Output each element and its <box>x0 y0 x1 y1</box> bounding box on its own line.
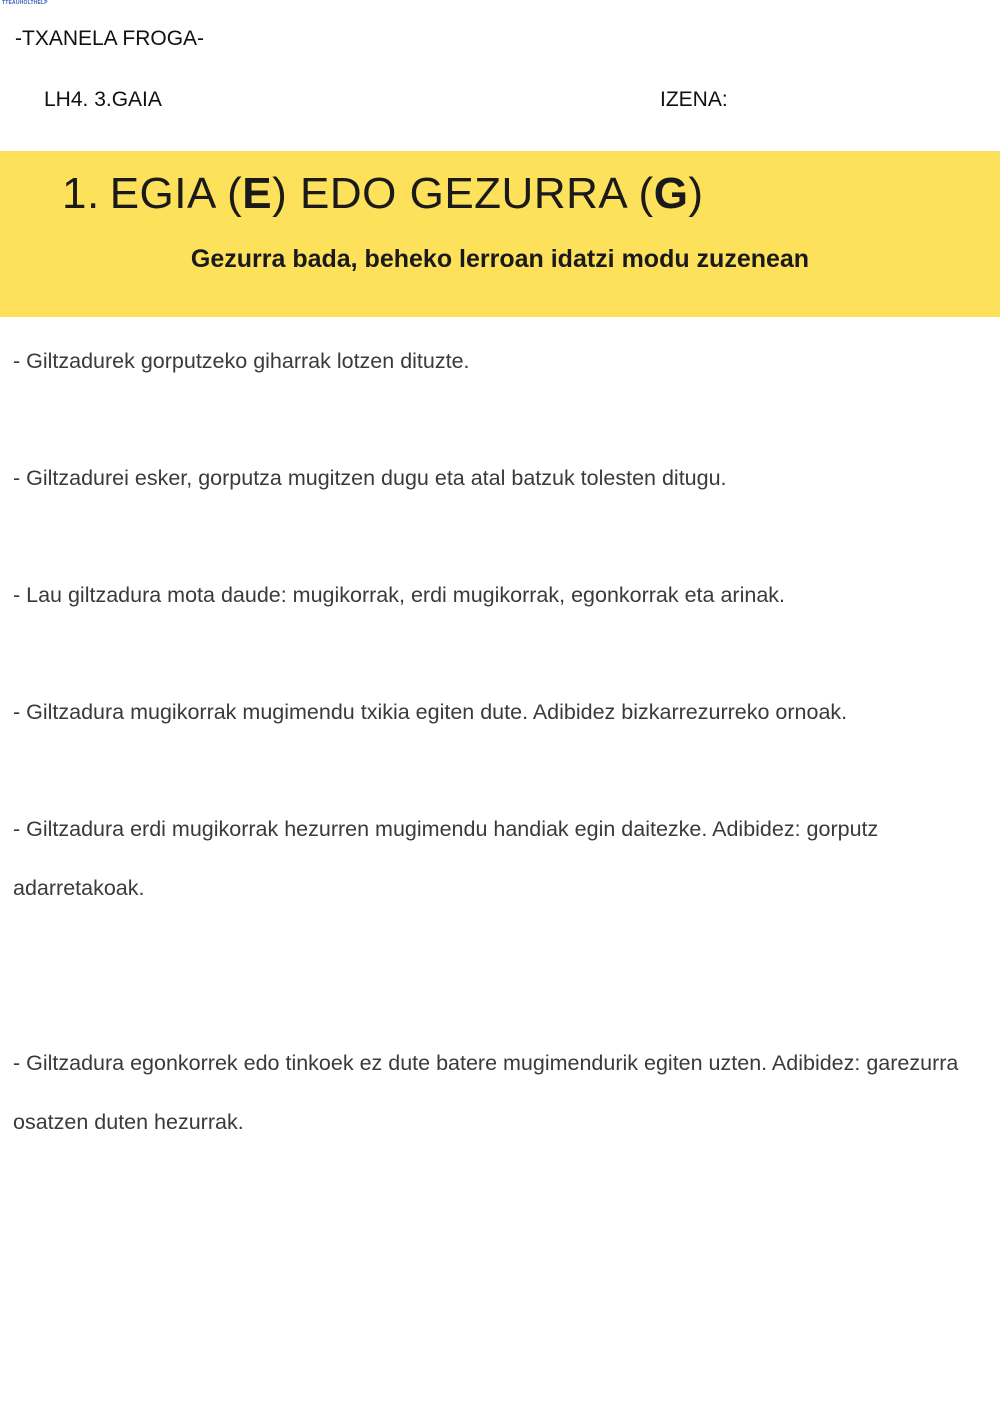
statement-6: - Giltzadura egonkorrek edo tinkoek ez dute batere mugimendurik egiten uzten. Adibidez: garezurra osatzen duten hezurrak. <box>13 1051 959 1134</box>
title-part: ) <box>688 169 704 218</box>
exercise-banner <box>0 151 1000 317</box>
exercise-title <box>62 169 704 219</box>
statement-3: - Lau giltzadura mota daude: mugikorrak, erdi mugikorrak, egonkorrak eta arinak. <box>13 583 785 607</box>
statement-2: - Giltzadurei esker, gorputza mugitzen dugu eta atal batzuk tolesten ditugu. <box>13 466 727 490</box>
true-letter: E <box>242 169 273 218</box>
name-label: IZENA: <box>660 88 728 111</box>
statement-4: - Giltzadura mugikorrak mugimendu txikia egiten dute. Adibidez bizkarrezurreko ornoak. <box>13 700 848 724</box>
test-title: -TXANELA FROGA- <box>15 27 205 50</box>
title-part: ) EDO GEZURRA ( <box>272 169 654 218</box>
watermark-logo: TTEAUHOLTHELP <box>2 0 48 6</box>
false-letter: G <box>653 169 689 218</box>
statement-5: - Giltzadura erdi mugikorrak hezurren mugimendu handiak egin daitezke. Adibidez: gorputz adarretakoak. <box>13 817 879 900</box>
exercise-number: 1. <box>62 169 100 218</box>
statement-1: - Giltzadurek gorputzeko giharrak lotzen dituzte. <box>13 349 470 373</box>
title-part: EGIA ( <box>109 169 243 218</box>
exercise-instructions: Gezurra bada, beheko lerroan idatzi modu zuzenean <box>190 245 810 273</box>
level-label: LH4. 3.GAIA <box>44 88 162 111</box>
